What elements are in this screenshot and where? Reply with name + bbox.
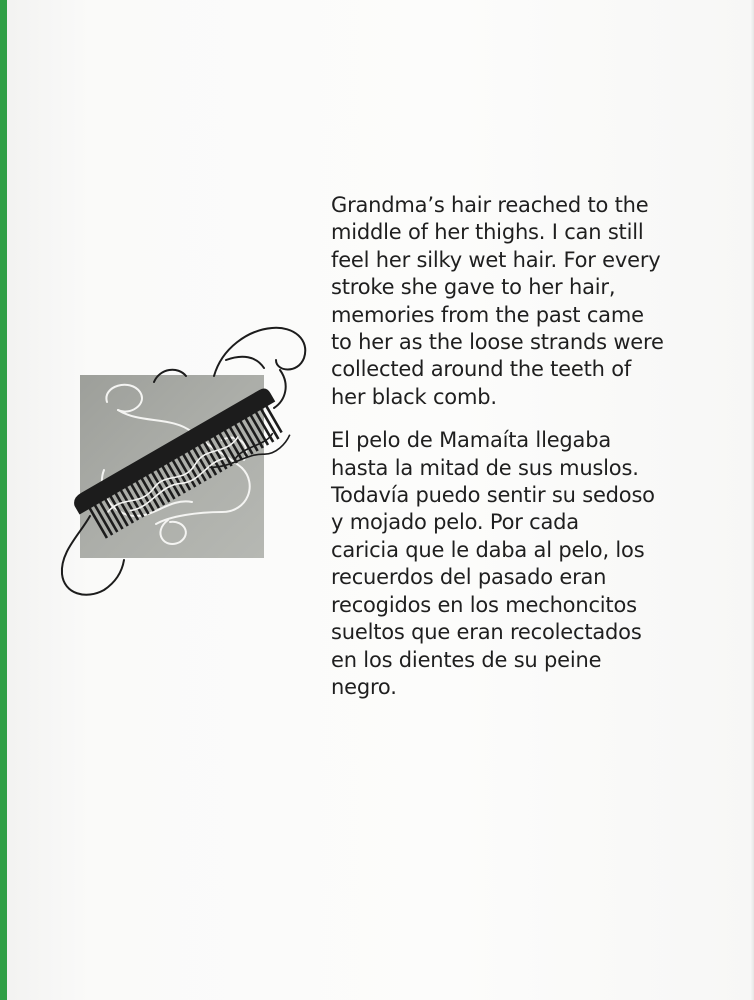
story-text [331, 192, 741, 701]
spanish-paragraph: El pelo de Mamaíta llegaba hasta la mitad de sus muslos. Todavía puedo sentir su sedoso y mojado pelo. Por cada caricia que le daba al pelo, los recuerdos del pasado eran recogidos en los mechoncitos sueltos que eran recolectados en los dientes de su peine negro. [331, 428, 655, 699]
english-paragraph: Grandma’s hair reached to the middle of her thighs. I can still feel her silky wet hair. For every stroke she gave to her hair, memories from the past came to her as the loose strands were collected around the teeth of her black comb. [331, 193, 664, 409]
comb-illustration [52, 320, 312, 610]
green-spine-strip [0, 0, 7, 1000]
